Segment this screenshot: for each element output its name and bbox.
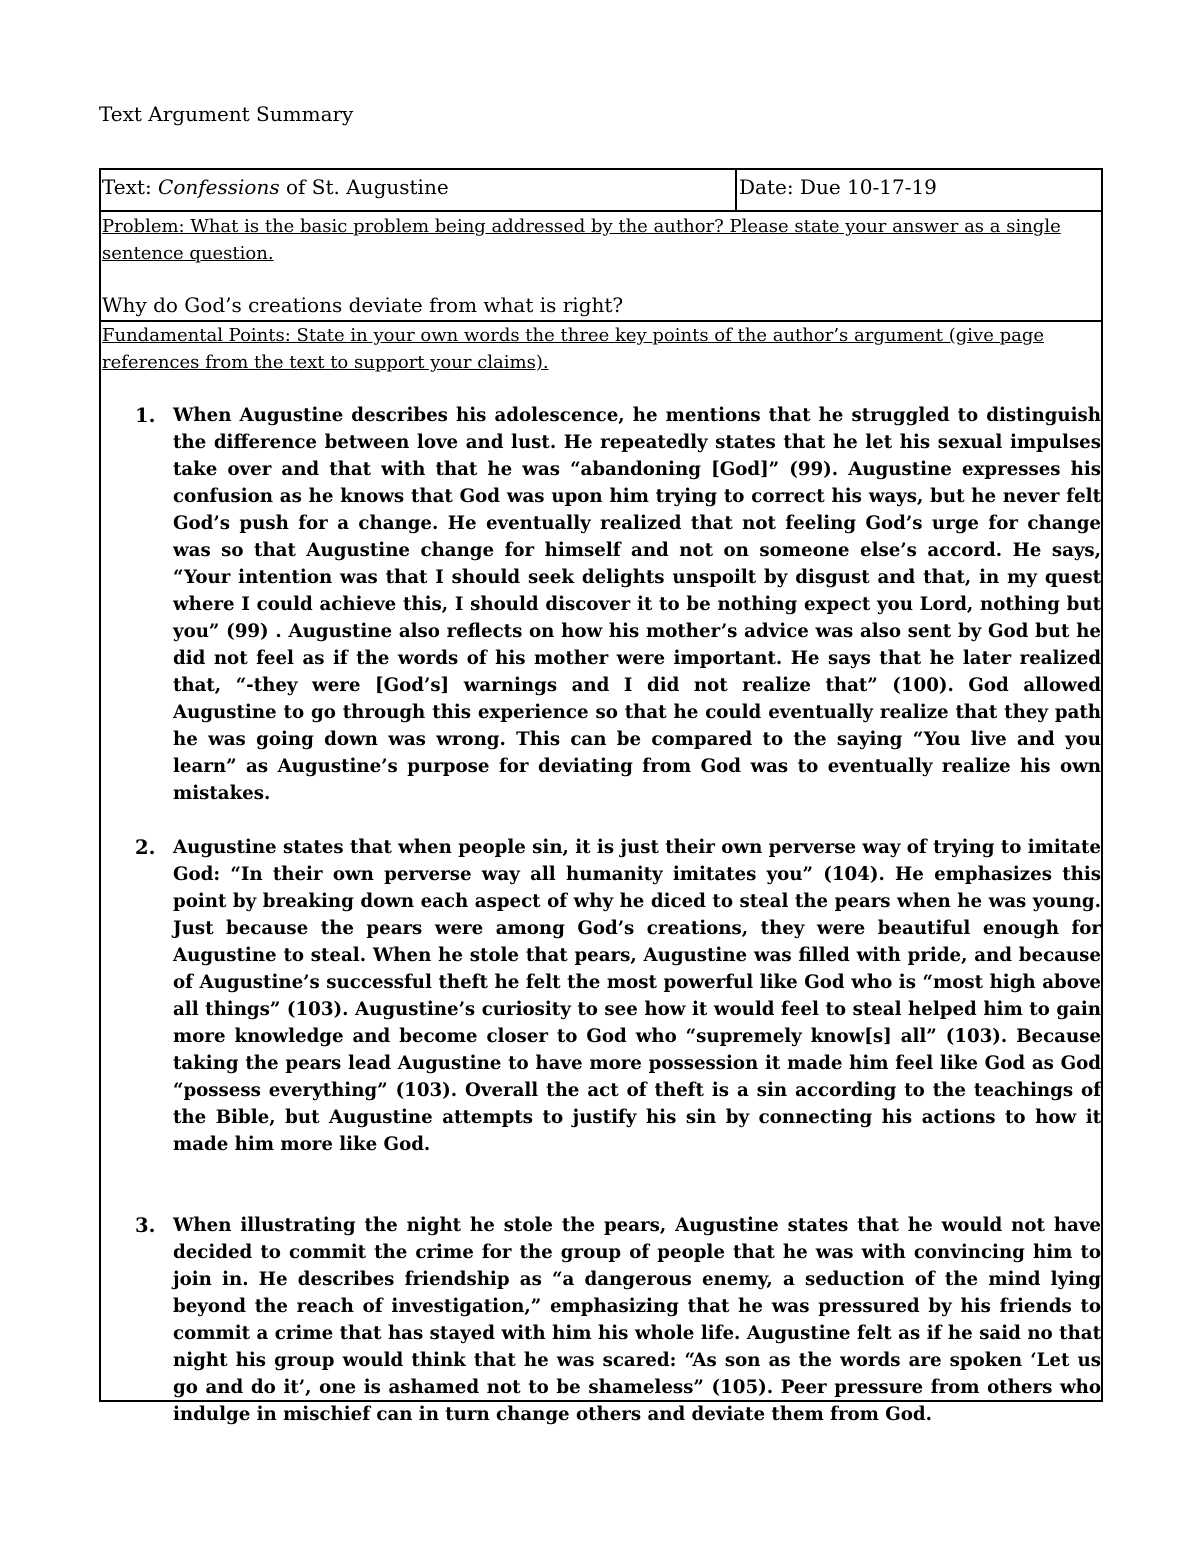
points-list — [101, 402, 1101, 1455]
point-text: When illustrating the night he stole the pears, Augustine states that he would not have decided to commit the crime for the group of people that he was with convincing him to join in. He describes friendship as “a dangerous enemy, a seduction of the mind lying beyond the reach of investigation,” emphasizing that he was pressured by his friends to commit a crime that has stayed with him his whole life. Augustine felt as if he said no that night his group would think that he was scared: “As son as the words are spoken ‘Let us go and do it’, one is ashamed not to be shameless” (105). Peer pressure from others who indulge in mischief can in turn change others and deviate them from God. — [173, 1215, 1101, 1425]
points-prompt-line2: references from the text to support your claims). — [102, 352, 549, 373]
list-item — [101, 834, 1101, 1158]
point-number: 1. — [135, 404, 156, 427]
points-prompt-line1: Fundamental Points: State in your own words the three key points of the author’s argument (give page — [102, 325, 1044, 346]
text-title: Confessions — [158, 175, 280, 199]
text-cell — [102, 173, 449, 201]
point-number: 2. — [135, 836, 156, 859]
point-text: Augustine states that when people sin, it is just their own perverse way of trying to imitate God: “In their own perverse way all humanity imitates you” (104). He emphasizes this point by breaking down each aspect of why he diced to steal the pears when he was young. Just because the pears were among God’s creations, they were beautiful enough for Augustine to steal. When he stole that pears, Augustine was filled with pride, and because of Augustine’s successful theft he felt the most powerful like God who is “most high above all things” (103). Augustine’s curiosity to see how it would feel to steal helped him to gain more knowledge and become closer to God who “supremely know[s] all” (103). Because taking the pears lead Augustine to have more possession it made him feel like God as God “possess everything” (103). Overall the act of theft is a sin according to the teachings of the Bible, but Augustine attempts to justify his sin by connecting his actions to how it made him more like God. — [173, 837, 1101, 1155]
point-number: 3. — [135, 1214, 156, 1237]
problem-prompt-line1: Problem: What is the basic problem being addressed by the author? Please state your answer as a single — [102, 216, 1061, 237]
text-rest: of St. Augustine — [285, 175, 449, 199]
problem-answer: Why do God’s creations deviate from what is right? — [102, 293, 624, 317]
summary-table — [99, 168, 1103, 1425]
column-divider — [735, 170, 737, 210]
list-item — [101, 1212, 1101, 1428]
problem-prompt-line2: sentence question. — [102, 243, 274, 264]
document-heading: Text Argument Summary — [99, 102, 354, 126]
text-label: Text: — [102, 175, 152, 199]
row-divider — [101, 210, 1101, 212]
date-cell: Date: Due 10-17-19 — [739, 175, 937, 199]
list-item — [101, 402, 1101, 807]
point-text: When Augustine describes his adolescence, he mentions that he struggled to distinguish the difference between love and lust. He repeatedly states that he let his sexual impulses take over and that with that he was “abandoning [God]” (99). Augustine expresses his confusion as he knows that God was upon him trying to correct his ways, but he never felt God’s push for a change. He eventually realized that not feeling God’s urge for change was so that Augustine change for himself and not on someone else’s accord. He says, “Your intention was that I should seek delights unspoilt by disgust and that, in my quest where I could achieve this, I should discover it to be nothing expect you Lord, nothing but you” (99) . Augustine also reflects on how his mother’s advice was also sent by God but he did not feel as if the words of his mother were important. He says that he later realized that, “-they were [God’s] warnings and I did not realize that” (100). God allowed Augustine to go through this experience so that he could eventually realize that they path he was going down was wrong. This can be compared to the saying “You live and you learn” as Augustine’s purpose for deviating from God was to eventually realize his own mistakes. — [173, 405, 1101, 804]
